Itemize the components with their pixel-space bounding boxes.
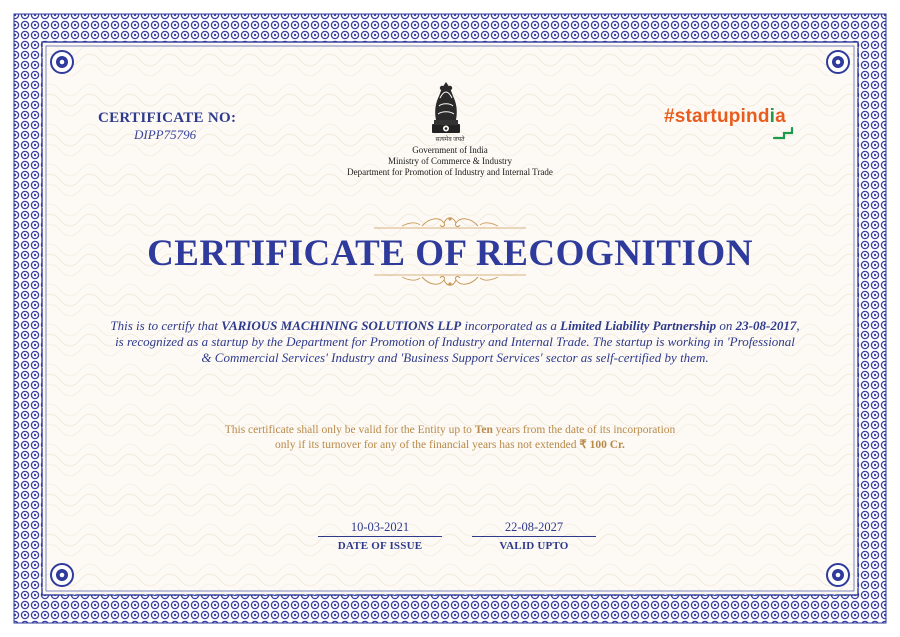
valid-upto-value: 22-08-2027 bbox=[504, 520, 564, 534]
ornament-top-icon bbox=[372, 213, 528, 231]
recognition-statement: This is to certify that VARIOUS MACHINING SOLUTIONS LLP incorporated as a Limited Liability Partnership on 23-08-2017, is recognized as a startup by the Department for Promotion of Industry and Internal Trade. The startup is working in 'Professional & Commercial Services' Industry and 'Business Support Services' sector as self-certified by them. bbox=[110, 318, 800, 365]
corner-medallion-icon bbox=[51, 51, 73, 73]
issue-date-value: 10-03-2021 bbox=[350, 520, 410, 534]
entity-name: VARIOUS MACHINING SOLUTIONS LLP bbox=[221, 318, 462, 333]
logo-swoosh-icon bbox=[772, 126, 804, 140]
logo-text-accent: i bbox=[769, 106, 776, 127]
incorporation-date: 23-08-2017 bbox=[735, 318, 797, 333]
certificate-number-value: DIPP75796 bbox=[134, 127, 197, 142]
emblem-motto: सत्यमेव जयते bbox=[435, 137, 465, 143]
emblem-icon bbox=[424, 76, 468, 140]
certificate-title: CERTIFICATE OF RECOGNITION bbox=[147, 233, 753, 274]
department-line: Department for Promotion of Industry and Internal Trade bbox=[347, 167, 553, 177]
valid-upto-label: VALID UPTO bbox=[499, 540, 569, 552]
validity-line-2: only if its turnover for any of the financial years has not extended ₹ 100 Cr. bbox=[275, 439, 625, 451]
validity-years: Ten bbox=[474, 424, 493, 436]
ministry-line: Ministry of Commerce & Industry bbox=[388, 156, 512, 166]
validity-line-1: This certificate shall only be valid for the Entity up to Ten years from the date of its incorporation bbox=[224, 424, 676, 436]
entity-type: Limited Liability Partnership bbox=[560, 318, 717, 333]
validity-note bbox=[150, 423, 750, 453]
logo-text-end: a bbox=[775, 106, 786, 127]
startupindia-logo bbox=[664, 106, 786, 128]
logo-text: #startupind bbox=[664, 106, 770, 127]
corner-medallion-icon bbox=[827, 51, 849, 73]
corner-medallion-icon bbox=[51, 564, 73, 586]
issue-date-label: DATE OF ISSUE bbox=[337, 540, 423, 552]
turnover-limit: ₹ 100 Cr. bbox=[579, 439, 625, 451]
government-line: Government of India bbox=[412, 145, 488, 155]
government-header bbox=[300, 145, 600, 178]
valid-upto-rule bbox=[472, 536, 596, 537]
ornament-bottom-icon bbox=[372, 272, 528, 290]
issue-date-rule bbox=[318, 536, 442, 537]
corner-medallion-icon bbox=[827, 564, 849, 586]
certificate-number-label: CERTIFICATE NO: bbox=[98, 110, 237, 126]
